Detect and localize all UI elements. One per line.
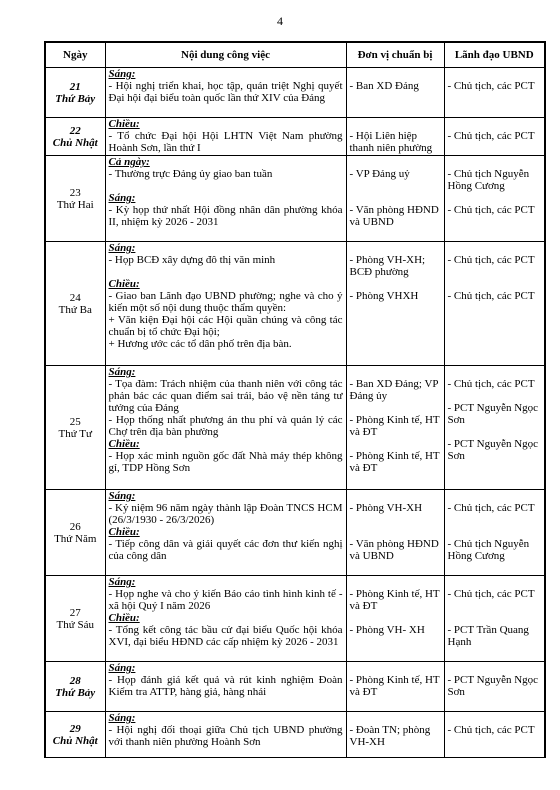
unit-cell	[346, 242, 444, 366]
line-spacer	[350, 612, 441, 624]
line-spacer	[448, 366, 542, 378]
line-spacer	[350, 402, 441, 414]
entry-text: - PCT Trần Quang Hạnh	[447, 624, 529, 648]
unit-cell	[346, 490, 444, 576]
entry-text: - Hội nghị triển khai, học tập, quán triệt Nghị quyết Đại hội đại biểu toàn quốc lần thứ XIV của Đảng	[108, 80, 343, 104]
unit-cell	[346, 662, 444, 712]
leader-cell	[444, 156, 545, 242]
entry-text: - Chủ tịch, các PCT	[447, 378, 535, 390]
entry-text: - VP Đảng uỷ	[349, 168, 410, 180]
line-spacer	[350, 438, 441, 450]
leader-cell	[444, 490, 545, 576]
session-label: Sáng:	[108, 68, 136, 80]
leader-cell	[444, 118, 545, 156]
weekday-label: Thứ Sáu	[56, 618, 94, 631]
unit-cell	[346, 68, 444, 118]
entry-text: - Văn phòng HĐND và UBND	[349, 538, 439, 562]
unit-cell	[346, 576, 444, 662]
entry-text: - Họp thống nhất phương án thu phí và quản lý các Chợ trên địa bàn phường	[108, 414, 343, 438]
entry-text: - Phòng VH-XH; BCĐ phường	[349, 254, 426, 278]
table-row	[45, 366, 545, 490]
entry-text: - Chủ tịch, các PCT	[447, 588, 535, 600]
session-label: Sáng:	[108, 192, 136, 204]
entry-text: - Họp đánh giá kết quả và rút kinh nghiệm Đoàn Kiểm tra ATTP, hàng giả, hàng nhái	[108, 674, 343, 698]
day-number: 27	[69, 606, 81, 619]
entry-text: - Chủ tịch, các PCT	[447, 204, 535, 216]
line-spacer	[448, 490, 542, 502]
content-cell	[105, 242, 346, 366]
session-label: Chiều:	[108, 438, 140, 450]
day-number: 25	[69, 415, 81, 428]
line-spacer	[350, 576, 441, 588]
leader-cell	[444, 68, 545, 118]
day-cell	[45, 576, 105, 662]
line-spacer	[350, 366, 441, 378]
table-row	[45, 242, 545, 366]
day-number: 29	[69, 722, 81, 735]
entry-text: - Phòng VH-XH	[349, 502, 423, 514]
session-label: Chiều:	[108, 278, 140, 290]
header-content: Nội dung công việc	[105, 42, 346, 68]
entry-text: - PCT Nguyễn Ngọc Sơn	[447, 402, 539, 426]
entry-text: - Phòng Kinh tế, HT và ĐT	[349, 588, 440, 612]
table-row	[45, 576, 545, 662]
entry-text: - Văn phòng HĐND và UBND	[349, 204, 439, 228]
line-spacer	[448, 514, 542, 526]
entry-text: - Kỳ họp thứ nhất Hội đồng nhân dân phường khóa II, nhiệm kỳ 2026 - 2031	[108, 204, 343, 228]
session-label: Chiều:	[108, 612, 140, 624]
entry-text: - Chủ tịch, các PCT	[447, 254, 535, 266]
line-spacer	[350, 192, 441, 204]
table-row	[45, 118, 545, 156]
content-cell	[105, 156, 346, 242]
unit-cell	[346, 712, 444, 758]
entry-text: - Phòng Kinh tế, HT và ĐT	[349, 450, 440, 474]
entry-text: - Hội nghị đối thoại giữa Chủ tịch UBND phường với thanh niên phường Hoành Sơn	[108, 724, 343, 748]
line-spacer	[448, 118, 542, 130]
line-spacer	[448, 156, 542, 168]
entry-text: - Tiếp công dân và giải quyết các đơn thư kiến nghị của công dân	[108, 538, 343, 562]
session-label: Chiều:	[108, 118, 140, 130]
day-cell	[45, 118, 105, 156]
entry-text: - Chủ tịch, các PCT	[447, 502, 535, 514]
line-spacer	[350, 514, 441, 526]
weekday-label: Thứ Bảy	[55, 92, 96, 105]
line-spacer	[350, 156, 441, 168]
unit-cell	[346, 156, 444, 242]
table-header-row	[45, 42, 545, 68]
line-spacer	[350, 526, 441, 538]
weekday-label: Thứ Bảy	[55, 686, 96, 699]
day-number: 24	[69, 291, 81, 304]
day-cell	[45, 490, 105, 576]
table-row	[45, 156, 545, 242]
line-spacer	[350, 490, 441, 502]
content-cell	[105, 490, 346, 576]
line-spacer	[350, 180, 441, 192]
weekday-label: Chủ Nhật	[52, 734, 98, 747]
session-label: Sáng:	[108, 712, 136, 724]
entry-text: - Tổng kết công tác bầu cử đại biểu Quốc hội khóa XVI, đại biểu HĐND các cấp nhiệm kỳ 2026 - 2031	[108, 624, 343, 648]
entry-text: + Hương ước các tổ dân phố trên địa bàn.	[108, 338, 292, 350]
session-label: Chiều:	[108, 526, 140, 538]
line-spacer	[448, 712, 542, 724]
unit-cell	[346, 118, 444, 156]
line-spacer	[448, 242, 542, 254]
session-label: Cả ngày:	[108, 156, 150, 168]
content-cell	[105, 118, 346, 156]
entry-text: - Kỷ niệm 96 năm ngày thành lập Đoàn TNCS HCM (26/3/1930 - 26/3/2026)	[108, 502, 343, 526]
header-day: Ngày	[45, 42, 105, 68]
line-spacer	[350, 118, 441, 130]
leader-cell	[444, 242, 545, 366]
entry-text: - Chủ tịch, các PCT	[447, 724, 535, 736]
session-label: Sáng:	[108, 490, 136, 502]
line-spacer	[109, 180, 343, 192]
schedule-table	[44, 41, 546, 758]
entry-text: - Chủ tịch, các PCT	[447, 290, 535, 302]
line-spacer	[448, 600, 542, 612]
entry-text: - Chủ tịch, các PCT	[447, 130, 535, 142]
leader-cell	[444, 366, 545, 490]
line-spacer	[448, 278, 542, 290]
leader-cell	[444, 576, 545, 662]
content-cell	[105, 68, 346, 118]
day-cell	[45, 366, 105, 490]
table-row	[45, 662, 545, 712]
entry-text: - Chủ tịch, các PCT	[447, 80, 535, 92]
day-number: 28	[69, 674, 81, 687]
session-label: Sáng:	[108, 366, 136, 378]
header-leader: Lãnh đạo UBND	[444, 42, 545, 68]
entry-text: + Văn kiện Đại hội các Hội quần chúng và công tác chuẩn bị tổ chức Đại hội;	[108, 314, 343, 338]
entry-text: - Phòng Kinh tế, HT và ĐT	[349, 674, 440, 698]
line-spacer	[448, 426, 542, 438]
line-spacer	[448, 68, 542, 80]
unit-cell	[346, 366, 444, 490]
entry-text: - Ban XD Đảng	[349, 80, 419, 92]
day-number: 22	[69, 124, 81, 137]
line-spacer	[448, 662, 542, 674]
entry-text: - PCT Nguyễn Ngọc Sơn	[447, 438, 539, 462]
page-number: 4	[277, 14, 283, 28]
entry-text: - Phòng VH- XH	[349, 624, 425, 636]
line-spacer	[350, 68, 441, 80]
entry-text: - Chủ tịch Nguyễn Hồng Cương	[447, 168, 530, 192]
day-cell	[45, 662, 105, 712]
line-spacer	[448, 576, 542, 588]
header-unit: Đơn vị chuẩn bị	[346, 42, 444, 68]
line-spacer	[350, 242, 441, 254]
line-spacer	[448, 612, 542, 624]
table-row	[45, 68, 545, 118]
content-cell	[105, 366, 346, 490]
entry-text: - Phòng VHXH	[349, 290, 419, 302]
entry-text: - Họp BCĐ xây dựng đô thị văn minh	[108, 254, 276, 266]
entry-text: - PCT Nguyễn Ngọc Sơn	[447, 674, 539, 698]
entry-text: - Ban XD Đảng; VP Đảng ủy	[349, 378, 439, 402]
line-spacer	[350, 278, 441, 290]
day-cell	[45, 712, 105, 758]
content-cell	[105, 712, 346, 758]
leader-cell	[444, 712, 545, 758]
day-cell	[45, 156, 105, 242]
content-cell	[105, 662, 346, 712]
line-spacer	[448, 526, 542, 538]
entry-text: - Thường trực Đảng ủy giao ban tuần	[108, 168, 273, 180]
entry-text: - Phòng Kinh tế, HT và ĐT	[349, 414, 440, 438]
entry-text: - Họp xác minh nguồn gốc đất Nhà máy thép không gỉ, TDP Hồng Sơn	[108, 450, 343, 474]
line-spacer	[448, 390, 542, 402]
entry-text: - Chủ tịch Nguyễn Hồng Cương	[447, 538, 530, 562]
entry-text: - Giao ban Lãnh đạo UBND phường; nghe và cho ý kiến một số nội dung thuộc thẩm quyền:	[108, 290, 343, 314]
entry-text: - Hội Liên hiệp thanh niên phường	[349, 130, 433, 154]
weekday-label: Thứ Tư	[58, 427, 92, 440]
entry-text: - Tổ chức Đại hội Hội LHTN Việt Nam phường Hoành Sơn, lần thứ I	[108, 130, 343, 154]
table-row	[45, 712, 545, 758]
entry-text: - Tọa đàm: Trách nhiệm của thanh niên với công tác phản bác các quan điểm sai trái, bảo vệ nền tảng tư tưởng của Đảng	[108, 378, 343, 414]
line-spacer	[350, 662, 441, 674]
weekday-label: Thứ Hai	[56, 198, 94, 211]
leader-cell	[444, 662, 545, 712]
day-number: 26	[69, 520, 81, 533]
line-spacer	[448, 266, 542, 278]
entry-text: - Đoàn TN; phòng VH-XH	[349, 724, 431, 748]
session-label: Sáng:	[108, 576, 136, 588]
entry-text: - Họp nghe và cho ý kiến Báo cáo tình hình kinh tế - xã hội Quý I năm 2026	[108, 588, 343, 612]
weekday-label: Thứ Ba	[58, 303, 92, 316]
table-row	[45, 490, 545, 576]
line-spacer	[448, 192, 542, 204]
session-label: Sáng:	[108, 662, 136, 674]
day-number: 23	[69, 186, 81, 199]
day-number: 21	[69, 80, 81, 93]
line-spacer	[350, 712, 441, 724]
day-cell	[45, 68, 105, 118]
day-cell	[45, 242, 105, 366]
weekday-label: Chủ Nhật	[52, 136, 98, 149]
content-cell	[105, 576, 346, 662]
line-spacer	[109, 266, 343, 278]
weekday-label: Thứ Năm	[54, 532, 97, 545]
session-label: Sáng:	[108, 242, 136, 254]
